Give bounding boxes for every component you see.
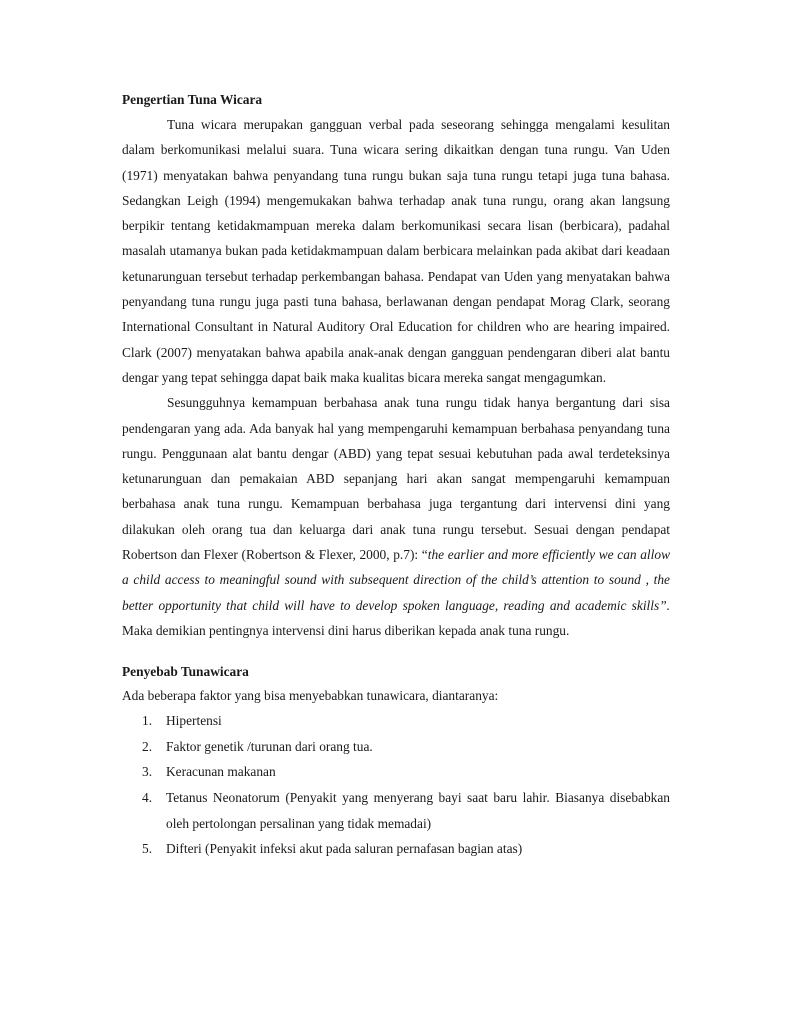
quote-robertson-flexer: the earlier and more efficiently we can allow a child access to meaningful sound with subsequent direction of the child’s attention to sound , the better opportunity that child will have to develop spoken language, reading and academic skills”. xyxy=(122,547,670,613)
list-text: Keracunan makanan xyxy=(166,764,276,780)
paragraph-text-start: Sesungguhnya kemampuan berbahasa anak tuna rungu tidak hanya bergantung dari sisa pendengaran yang ada. Ada banyak hal yang mempengaruhi kemampuan berbahasa penyandang tuna rungu. Penggunaan alat bantu dengar (ABD) yang tepat sesuai kebutuhan pada awal terdeteksinya ketunarunguan dan pemakaian ABD sepanjang hari akan sangat mempengaruhi kemampuan berbahasa anak tuna rungu. Kemampuan berbahasa juga tergantung dari intervensi dini yang dilakukan oleh orang tua dan keluarga dari anak tuna rungu tersebut. Sesuai dengan pendapat Robertson dan Flexer (Robertson & Flexer, 2000, p.7): “ xyxy=(122,395,670,563)
list-text: Hipertensi xyxy=(166,713,222,729)
section-heading-penyebab: Penyebab Tunawicara xyxy=(122,664,249,680)
list-intro: Ada beberapa faktor yang bisa menyebabkan tunawicara, diantaranya: xyxy=(122,688,499,704)
paragraph-language-ability xyxy=(122,390,670,643)
cause-list xyxy=(122,708,670,862)
list-text: Faktor genetik /turunan dari orang tua. xyxy=(166,738,373,754)
paragraph-definition: Tuna wicara merupakan gangguan verbal pada seseorang sehingga mengalami kesulitan dalam berkomunikasi melalui suara. Tuna wicara sering dikaitkan dengan tuna rungu. Van Uden (1971) menyatakan bahwa penyandang tuna rungu bukan saja tuna rungu tetapi juga tuna bahasa. Sedangkan Leigh (1994) mengemukakan bahwa terhadap anak tuna rungu, orang akan langsung berpikir tentang ketidakmampuan mereka dalam berkomunikasi secara lisan (berbicara), padahal masalah utamanya bukan pada ketidakmampuan dalam berbicara melainkan pada akibat dari keadaan ketunarunguan tersebut terhadap perkembangan bahasa. Pendapat van Uden yang menyatakan bahwa penyandang tuna rungu juga pasti tuna bahasa, berlawanan dengan pendapat Morag Clark, seorang International Consultant in Natural Auditory Oral Education for children who are hearing impaired. Clark (2007) menyatakan bahwa apabila anak-anak dengan gangguan pendengaran diberi alat bantu dengar yang tepat sehingga dapat baik maka kualitas bicara mereka sangat mengagumkan. xyxy=(122,117,670,385)
list-text: Tetanus Neonatorum (Penyakit yang menyerang bayi saat baru lahir. Biasanya disebabkan oleh pertolongan persalinan yang tidak memadai) xyxy=(166,790,670,831)
section-heading-pengertian: Pengertian Tuna Wicara xyxy=(122,92,263,107)
list-item xyxy=(122,785,670,836)
list-number: 3. xyxy=(142,764,153,780)
list-number: 4. xyxy=(142,790,153,806)
document-body xyxy=(122,91,670,862)
list-number: 1. xyxy=(142,713,153,729)
paragraph-text-end: Maka demikian pentingnya intervensi dini harus diberikan kepada anak tuna rungu. xyxy=(122,622,570,638)
list-item xyxy=(122,836,670,862)
section-spacer xyxy=(122,643,670,663)
list-number: 5. xyxy=(142,841,153,857)
list-item xyxy=(122,708,670,734)
list-number: 2. xyxy=(142,738,153,754)
list-item xyxy=(122,759,670,785)
list-item xyxy=(122,734,670,760)
list-text: Difteri (Penyakit infeksi akut pada saluran pernafasan bagian atas) xyxy=(166,841,523,857)
